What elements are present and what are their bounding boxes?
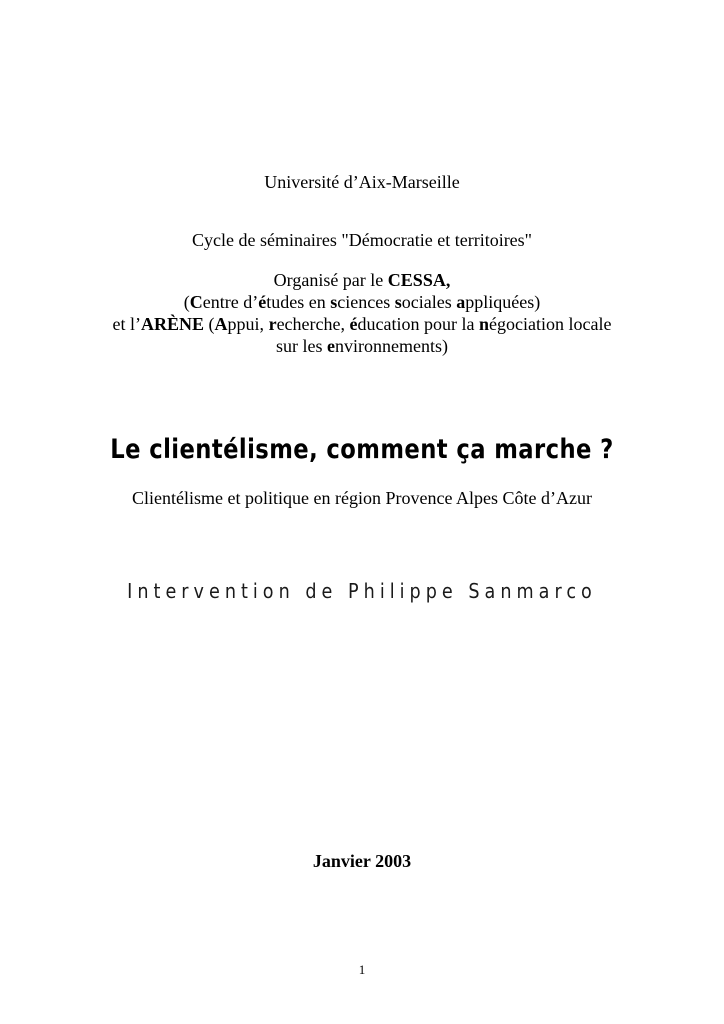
bold-initial: e bbox=[327, 336, 335, 356]
text-run: ( bbox=[183, 292, 190, 312]
bold-initial: C bbox=[189, 292, 203, 312]
seminar-cycle: Cycle de séminaires "Démocratie et territoires" bbox=[191, 230, 533, 250]
text-run: ( bbox=[204, 314, 215, 334]
page-number: 1 bbox=[358, 962, 366, 977]
text-run: ppliquées) bbox=[465, 292, 541, 312]
text-run: ducation pour la bbox=[357, 314, 479, 334]
bold-initial: é bbox=[258, 292, 267, 312]
text-run: ppui, bbox=[227, 314, 269, 334]
bold-initial: é bbox=[349, 314, 358, 334]
text-run: nvironnements) bbox=[335, 336, 448, 356]
text-run: et l’ bbox=[112, 314, 142, 334]
cessa-expansion bbox=[0, 291, 724, 313]
text-run: tudes en bbox=[266, 292, 331, 312]
bold-initial: n bbox=[478, 314, 489, 334]
text-run: ciences bbox=[337, 292, 395, 312]
bold-initial: A bbox=[214, 314, 228, 334]
text-run: entre d’ bbox=[202, 292, 259, 312]
organizer-cessa: CESSA, bbox=[387, 270, 451, 290]
bold-initial: s bbox=[394, 292, 402, 312]
bold-initial: r bbox=[268, 314, 277, 334]
bold-initial: a bbox=[456, 292, 466, 312]
text-run: echerche, bbox=[276, 314, 350, 334]
text-run: sur les bbox=[276, 336, 327, 356]
text-run: égociation locale bbox=[489, 314, 612, 334]
arene-expansion bbox=[0, 313, 724, 335]
document-subtitle: Clientélisme et politique en région Provence Alpes Côte d’Azur bbox=[132, 488, 592, 508]
bold-initial: s bbox=[330, 292, 338, 312]
document-title: Le clientélisme, comment ça marche ? bbox=[110, 434, 614, 465]
document-date: Janvier 2003 bbox=[312, 851, 412, 871]
organizer-prefix: Organisé par le bbox=[273, 270, 388, 290]
organizer-line bbox=[0, 269, 724, 291]
university-name: Université d’Aix-Marseille bbox=[264, 172, 460, 192]
speaker-line: Intervention de Philippe Sanmarco bbox=[127, 579, 597, 603]
bold-initial: ARÈNE bbox=[141, 314, 205, 334]
text-run: ociales bbox=[401, 292, 457, 312]
arene-expansion-continued bbox=[0, 335, 724, 357]
